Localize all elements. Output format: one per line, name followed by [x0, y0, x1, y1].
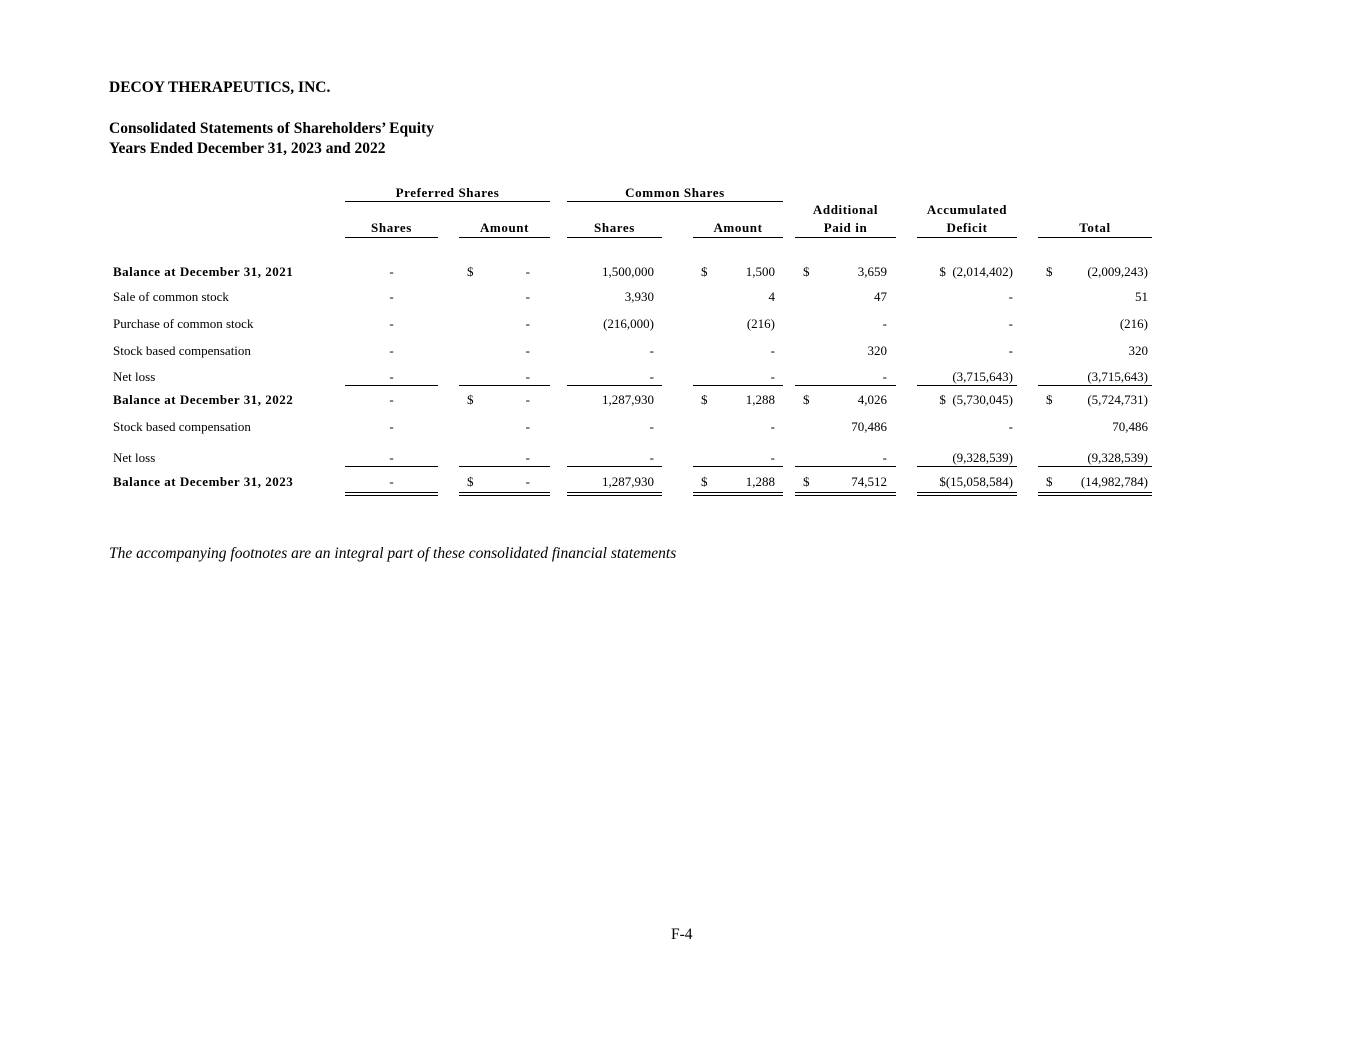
subtotal-underline: [567, 466, 662, 467]
cell-com-shares: (216,000): [603, 316, 654, 331]
cell-apic: 47: [874, 289, 887, 304]
cell-deficit: $(15,058,584): [939, 474, 1013, 489]
cell-apic-currency: $: [803, 474, 810, 489]
cell-pref-currency: $: [467, 474, 474, 489]
row-label: Balance at December 31, 2021: [113, 264, 294, 279]
subtotal-underline: [917, 385, 1017, 386]
cell-pref-currency: $: [467, 392, 474, 407]
col-header-total: Total: [1079, 220, 1111, 235]
cell-pref-amount: -: [525, 474, 530, 489]
total-double-underline: [795, 492, 896, 496]
cell-com-currency: $: [701, 392, 708, 407]
group-underline-common: [567, 201, 783, 202]
page-number: F-4: [671, 926, 693, 943]
subtotal-underline: [917, 466, 1017, 467]
header-underline: [345, 237, 438, 238]
header-underline: [459, 237, 550, 238]
cell-apic: 320: [867, 343, 887, 358]
subtotal-underline: [795, 466, 896, 467]
col-header-pref-amount: Amount: [479, 220, 530, 235]
row-label: Purchase of common stock: [113, 316, 254, 331]
cell-com-shares: 1,287,930: [602, 474, 654, 489]
company-name: DECOY THERAPEUTICS, INC.: [109, 79, 331, 96]
cell-pref-amount: -: [525, 289, 530, 304]
group-header-preferred: Preferred Shares: [395, 185, 500, 200]
subtotal-underline: [345, 466, 438, 467]
cell-pref-amount: -: [525, 343, 530, 358]
header-underline: [567, 237, 662, 238]
col-header-apic-line2: Paid in: [823, 220, 868, 235]
cell-pref-amount: -: [525, 264, 530, 279]
cell-deficit: -: [1008, 289, 1013, 304]
group-underline-preferred: [345, 201, 550, 202]
row-label: Net loss: [113, 450, 156, 465]
cell-deficit: -: [1008, 419, 1013, 434]
total-double-underline: [693, 492, 783, 496]
cell-pref-shares: -: [389, 369, 394, 384]
cell-total: (5,724,731): [1087, 392, 1148, 407]
cell-com-amount: 4: [768, 289, 775, 304]
cell-pref-amount: -: [525, 450, 530, 465]
cell-com-amount: -: [770, 419, 775, 434]
cell-pref-shares: -: [389, 289, 394, 304]
cell-pref-amount: -: [525, 316, 530, 331]
cell-deficit: -: [1008, 316, 1013, 331]
col-header-deficit-line1: Accumulated: [926, 202, 1008, 217]
subtotal-underline: [459, 385, 550, 386]
statement-period: Years Ended December 31, 2023 and 2022: [109, 140, 386, 157]
cell-com-amount: 1,288: [745, 392, 775, 407]
cell-total-currency: $: [1046, 264, 1053, 279]
cell-total: (9,328,539): [1087, 450, 1148, 465]
cell-pref-shares: -: [389, 474, 394, 489]
subtotal-underline: [567, 385, 662, 386]
total-double-underline: [459, 492, 550, 496]
cell-apic: -: [882, 369, 887, 384]
cell-pref-shares: -: [389, 264, 394, 279]
cell-pref-currency: $: [467, 264, 474, 279]
cell-total: 70,486: [1112, 419, 1148, 434]
cell-com-amount: 1,288: [745, 474, 775, 489]
subtotal-underline: [1038, 466, 1152, 467]
cell-pref-shares: -: [389, 450, 394, 465]
cell-pref-shares: -: [389, 316, 394, 331]
total-double-underline: [1038, 492, 1152, 496]
cell-total: 320: [1128, 343, 1148, 358]
cell-com-shares: 1,287,930: [602, 392, 654, 407]
cell-apic: 3,659: [857, 264, 887, 279]
total-double-underline: [345, 492, 438, 496]
cell-total-currency: $: [1046, 474, 1053, 489]
cell-total: (14,982,784): [1080, 474, 1148, 489]
cell-com-currency: $: [701, 264, 708, 279]
cell-com-shares: -: [649, 343, 654, 358]
cell-com-amount: -: [770, 369, 775, 384]
row-label: Stock based compensation: [113, 419, 251, 434]
row-label: Balance at December 31, 2023: [113, 474, 294, 489]
cell-com-shares: 1,500,000: [602, 264, 654, 279]
cell-deficit: $ (5,730,045): [939, 392, 1013, 407]
col-header-com-shares: Shares: [594, 220, 635, 235]
cell-apic-currency: $: [803, 264, 810, 279]
cell-com-shares: 3,930: [624, 289, 654, 304]
footnote: The accompanying footnotes are an integral part of these consolidated financial statements: [109, 545, 677, 562]
cell-total: (216): [1119, 316, 1148, 331]
subtotal-underline: [345, 385, 438, 386]
cell-deficit: (9,328,539): [952, 450, 1013, 465]
cell-total-currency: $: [1046, 392, 1053, 407]
col-header-deficit-line2: Deficit: [946, 220, 988, 235]
subtotal-underline: [1038, 385, 1152, 386]
col-header-apic-line1: Additional: [812, 202, 879, 217]
row-label: Stock based compensation: [113, 343, 251, 358]
subtotal-underline: [693, 466, 783, 467]
cell-com-amount: (216): [746, 316, 775, 331]
cell-com-currency: $: [701, 474, 708, 489]
row-label: Net loss: [113, 369, 156, 384]
col-header-com-amount: Amount: [713, 220, 763, 235]
header-underline: [917, 237, 1017, 238]
cell-deficit: $ (2,014,402): [939, 264, 1013, 279]
cell-pref-amount: -: [525, 369, 530, 384]
header-underline: [795, 237, 896, 238]
cell-pref-shares: -: [389, 419, 394, 434]
header-underline: [693, 237, 783, 238]
subtotal-underline: [459, 466, 550, 467]
cell-com-shares: -: [649, 450, 654, 465]
cell-apic: 4,026: [857, 392, 887, 407]
col-header-pref-shares: Shares: [371, 220, 412, 235]
cell-pref-amount: -: [525, 392, 530, 407]
group-header-common: Common Shares: [625, 185, 725, 200]
header-underline: [1038, 237, 1152, 238]
cell-total: (2,009,243): [1087, 264, 1148, 279]
cell-apic-currency: $: [803, 392, 810, 407]
row-label: Balance at December 31, 2022: [113, 392, 294, 407]
total-double-underline: [917, 492, 1017, 496]
cell-apic: -: [882, 450, 887, 465]
cell-com-shares: -: [649, 369, 654, 384]
cell-total: (3,715,643): [1087, 369, 1148, 384]
cell-total: 51: [1135, 289, 1148, 304]
cell-apic: 70,486: [851, 419, 887, 434]
statement-title: Consolidated Statements of Shareholders’ Equity: [109, 120, 434, 137]
row-label: Sale of common stock: [113, 289, 229, 304]
cell-deficit: (3,715,643): [952, 369, 1013, 384]
subtotal-underline: [795, 385, 896, 386]
cell-com-amount: -: [770, 450, 775, 465]
cell-apic: 74,512: [851, 474, 887, 489]
cell-com-amount: 1,500: [745, 264, 775, 279]
cell-pref-amount: -: [525, 419, 530, 434]
cell-pref-shares: -: [389, 392, 394, 407]
cell-com-shares: -: [649, 419, 654, 434]
cell-deficit: -: [1008, 343, 1013, 358]
cell-apic: -: [882, 316, 887, 331]
subtotal-underline: [693, 385, 783, 386]
cell-com-amount: -: [770, 343, 775, 358]
cell-pref-shares: -: [389, 343, 394, 358]
total-double-underline: [567, 492, 662, 496]
